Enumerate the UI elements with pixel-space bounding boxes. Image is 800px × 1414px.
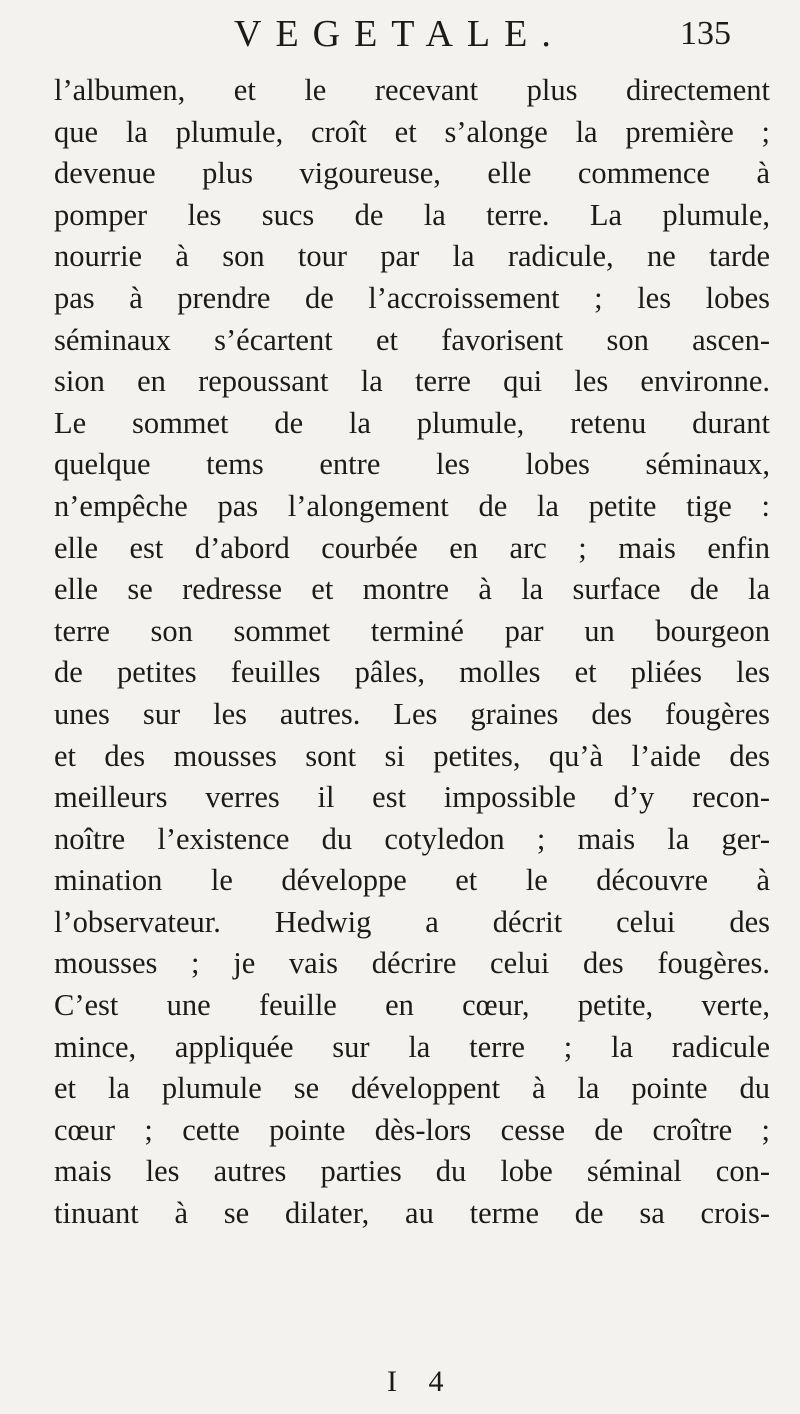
text-line: n’empêche pas l’alongement de la petite tige : — [54, 488, 770, 523]
text-line: mince, appliquée sur la terre ; la radicule — [54, 1029, 770, 1064]
running-head — [0, 4, 800, 64]
text-line: unes sur les autres. Les graines des fougères — [54, 696, 770, 731]
text-line: séminaux s’écartent et favorisent son ascen- — [54, 322, 770, 357]
text-line: elle se redresse et montre à la surface de la — [54, 572, 770, 607]
text-line: et la plumule se développent à la pointe du — [54, 1071, 770, 1106]
text-line: devenue plus vigoureuse, elle commence à — [54, 156, 770, 191]
text-line: de petites feuilles pâles, molles et pliées les — [54, 655, 770, 690]
text-line: mousses ; je vais décrire celui des fougères. — [54, 946, 770, 981]
text-line: meilleurs verres il est impossible d’y recon- — [54, 780, 770, 815]
text-line: noître l’existence du cotyledon ; mais la ger- — [54, 821, 770, 856]
text-line: cœur ; cette pointe dès-lors cesse de croître ; — [54, 1112, 770, 1147]
text-line: que la plumule, croît et s’alonge la première ; — [54, 114, 770, 149]
running-title: VEGETALE. — [234, 13, 565, 55]
signature-mark: I 4 — [387, 1365, 456, 1398]
text-line: pas à prendre de l’accroissement ; les lobes — [54, 280, 770, 315]
text-line: tinuant à se dilater, au terme de sa crois- — [54, 1196, 770, 1231]
body-text — [54, 70, 770, 1235]
text-line: pomper les sucs de la terre. La plumule, — [54, 197, 770, 232]
text-line: elle est d’abord courbée en arc ; mais enfin — [54, 530, 770, 565]
page-number: 135 — [680, 15, 731, 52]
text-line: C’est une feuille en cœur, petite, verte, — [54, 988, 770, 1023]
text-line: l’observateur. Hedwig a décrit celui des — [54, 904, 770, 939]
text-line: mais les autres parties du lobe séminal con- — [54, 1154, 770, 1189]
text-line: l’albumen, et le recevant plus directement — [54, 73, 770, 107]
text-line: nourrie à son tour par la radicule, ne tarde — [54, 239, 770, 274]
text-line: Le sommet de la plumule, retenu durant — [54, 405, 770, 440]
text-line: mination le développe et le découvre à — [54, 863, 770, 898]
text-line: sion en repoussant la terre qui les environne. — [54, 364, 770, 399]
text-line: quelque tems entre les lobes séminaux, — [54, 447, 770, 482]
text-line: terre son sommet terminé par un bourgeon — [54, 613, 770, 648]
text-line: et des mousses sont si petites, qu’à l’aide des — [54, 738, 770, 773]
